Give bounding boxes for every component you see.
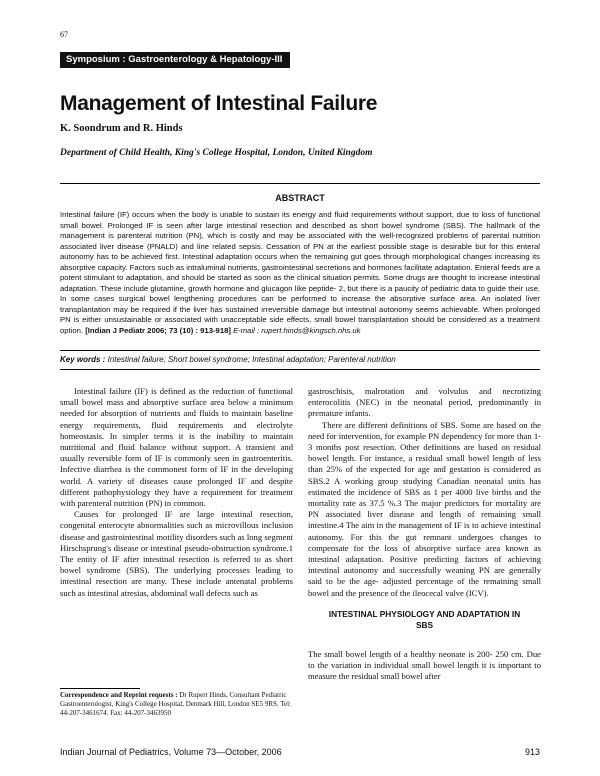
paragraph: The small bowel length of a healthy neonate is 200- 250 cm. Due to the variation in individual small bowel length it is important to measure the residual small bowel after bbox=[308, 648, 541, 682]
abstract-heading: ABSTRACT bbox=[275, 193, 325, 203]
correspondence-text: Dr Rupert Hinds, Consultant Pediatric Gastroenterologist, King's College Hospital, Denmark Hill, London SE5 9RS. Tel: 44-207-3461674. Fax: 44-207-3463950 bbox=[60, 691, 292, 718]
abstract-text: Intestinal failure (IF) occurs when the body is unable to sustain its energy and fluid requirements without support, due to loss of functional small bowel. Prolonged IF is seen after large intestinal resection and described as short bowel syndrome (SBS). The hallmark of the management is parenteral nutrition (PN), which is costly and may be associated with the well-recognized problems of parental nutrition associated liver disease (PNALD) and line related sepsis. Cessation of PN at the earliest possible stage is desirable but for this enteral autonomy has to be achieved first. Intestinal adaptation occurs when the remaining gut goes through morphological changes increasing its absorptive capacity. Factors such as intraluminal nutrients, gastrointestinal secretions and hormones facilitate adaptation. Enteral feeds are a potent stimulant to adaptation, and should be started as soon as the clinical situation permits. Some drugs are thought to increase intestinal adaptation. These include glutamine, growth hormone and glucagon like peptide- 2, but there is a paucity of pediatric data to guide their use. In some cases surgical bowel lengthening procedures can be performed to increase the absorptive surface area. An isolated liver transplantation may be required if the liver has sustained irreversible damage but intestinal autonomy seems achievable. When prolonged PN is either unsustainable or associated with unacceptable side effects, small bowel transplantation should be considered as a treatment option. bbox=[60, 210, 540, 335]
paragraph: Intestinal failure (IF) is defined as the reduction of functional small bowel mass and absorptive surface area below a minimum needed for absorption of nutrients and fluids to maintain baseline energy requirements, fluid requirements and electrolyte homeostasis. In simpler terms it is the inability to maintain nutritional and fluid balance without support. A transient and usually reversible form of IF is commonly seen in gastroenteritis. Infective diarrhea is the commonest form of IF in the developing world. A variety of diseases cause prolonged IF and despite different pathophysiology they have a requirement for treatment with parenteral nutrition (PN) in common. bbox=[60, 386, 293, 509]
section-heading: INTESTINAL PHYSIOLOGY AND ADAPTATION IN SBS bbox=[328, 608, 521, 630]
divider-abstract bbox=[60, 350, 540, 351]
authors: K. Soondrum and R. Hinds bbox=[60, 123, 183, 134]
footer-journal: Indian Journal of Pediatrics, Volume 73—October, 2006 bbox=[60, 747, 282, 757]
abstract-body bbox=[60, 210, 540, 336]
left-column bbox=[60, 386, 293, 599]
footer-page-number: 913 bbox=[524, 747, 540, 757]
divider-top bbox=[60, 183, 540, 184]
keywords-text: Intestinal failure; Short bowel syndrome; Intestinal adaptation; Parenteral nutrition bbox=[107, 355, 396, 364]
correspondence bbox=[60, 691, 293, 719]
right-column bbox=[308, 386, 541, 682]
page-number-top: 67 bbox=[60, 30, 68, 39]
paragraph: gastroschisis, malrotation and volvulus and necrotizing enterocolitis (NEC) in the neonatal period, predominantly in premature infants. bbox=[308, 386, 541, 419]
paragraph: Causes for prolonged IF are large intestinal resection, congenital enterocyte abnormalities such as microvillous inclusion disease and gastrointestinal motility disorders such as long segment Hirschsprung's disease or intestinal pseudo-obstruction syndrome.1 The entity of IF after intestinal resection is referred to as short bowel syndrome (SBS). The underlying processes leading to intestinal resection are many. These include antenatal problems such as intestinal atresias, abdominal wall defects such as bbox=[60, 509, 293, 598]
footnote-divider bbox=[60, 688, 140, 689]
correspondence-label: Correspondence and Reprint requests : bbox=[60, 691, 178, 699]
keywords-label: Key words : bbox=[60, 355, 106, 364]
paragraph: There are different definitions of SBS. Some are based on the need for intervention, for example PN dependency for more than 1- 3 months post resection. Other definitions are based on residual bowel length. For instance, a residual small bowel length of less than 25% of the expected for age and gestation is considered as SBS.2 A working group studying Canadian neonatal units has estimated the incidence of SBS as 1 per 4000 live births and the mortality rate as 37.5 %.3 The major predictors for mortality are PN associated liver disease and length of remaining small intestine.4 The aim in the management of IF is to achieve intestinal autonomy. For this the gut remnant undergoes changes to compensate for the loss of absorptive surface area known as intestinal adaptation. Positive predicting factors of achieving intestinal autonomy and successfully weaning PN are generally said to be the age- adjusted percentage of the remaining small bowel and the presence of the ileocecal valve (ICV). bbox=[308, 419, 541, 598]
abstract-citation: [Indian J Pediatr 2006; 73 (10) : 913-918] bbox=[85, 325, 231, 335]
symposium-banner: Symposium : Gastroenterology & Hepatology-III bbox=[60, 52, 290, 68]
affiliation: Department of Child Health, King's College Hospital, London, United Kingdom bbox=[60, 148, 373, 158]
article-title: Management of Intestinal Failure bbox=[60, 92, 378, 115]
divider-keywords bbox=[60, 369, 540, 370]
keywords bbox=[60, 355, 540, 364]
abstract-email: E-mail : rupert.hinds@kingsch.nhs.uk bbox=[233, 325, 361, 335]
